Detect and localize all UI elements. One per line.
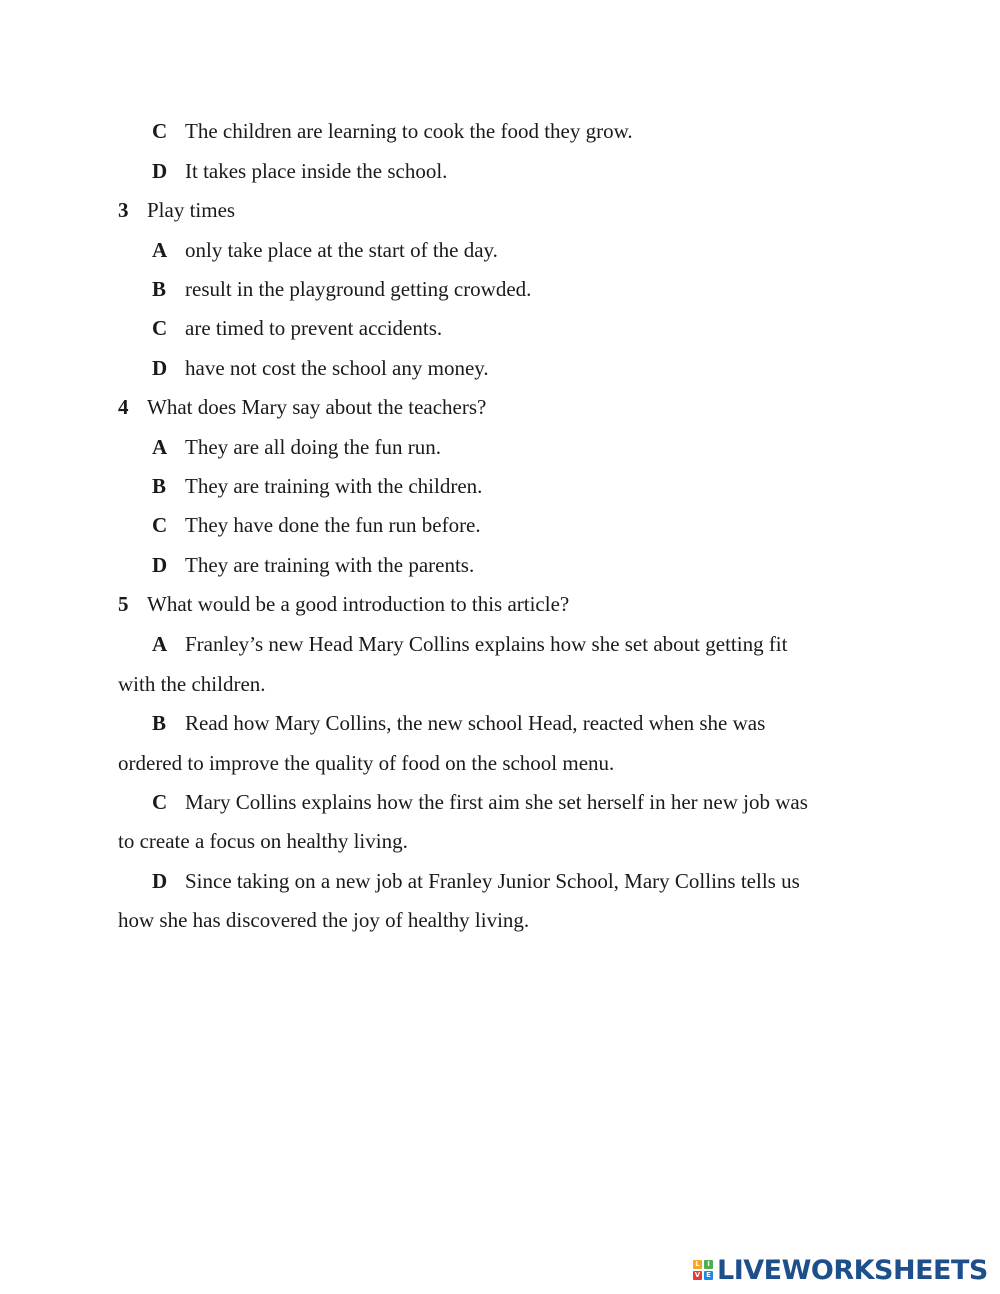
option-text: Since taking on a new job at Franley Junior School, Mary Collins tells us: [185, 869, 800, 893]
q5-option-a[interactable]: [152, 631, 787, 657]
option-letter: A: [152, 238, 168, 262]
liveworksheets-logo: [693, 1255, 988, 1285]
logo-mark-icon: [693, 1260, 713, 1280]
option-text: They are training with the children.: [185, 474, 483, 498]
question-number: 3: [118, 198, 129, 222]
option-letter: A: [152, 632, 168, 656]
q5-option-c-continuation: [118, 828, 408, 854]
option-text: They are all doing the fun run.: [185, 435, 441, 459]
q2-option-d[interactable]: [152, 158, 447, 184]
q5-option-b[interactable]: [152, 710, 765, 736]
question-5: [118, 591, 569, 617]
option-letter: D: [152, 356, 168, 380]
question-text: Play times: [147, 198, 236, 222]
option-text-continued: ordered to improve the quality of food on the school menu.: [118, 751, 615, 775]
question-number: 4: [118, 395, 129, 419]
option-text: result in the playground getting crowded.: [185, 277, 532, 301]
option-text: They are training with the parents.: [185, 553, 475, 577]
option-letter: D: [152, 553, 168, 577]
question-3: [118, 197, 235, 223]
q3-option-c[interactable]: [152, 315, 442, 341]
q5-option-a-continuation: [118, 671, 266, 697]
option-letter: C: [152, 119, 168, 143]
option-letter: C: [152, 513, 168, 537]
logo-mark-tile: V: [694, 1271, 701, 1279]
option-text: The children are learning to cook the food they grow.: [185, 119, 633, 143]
option-text: have not cost the school any money.: [185, 356, 489, 380]
q5-option-d-continuation: [118, 907, 529, 933]
option-text: Franley’s new Head Mary Collins explains how she set about getting fit: [185, 632, 788, 656]
question-text: What would be a good introduction to this article?: [147, 592, 570, 616]
logo-text: LIVEWORKSHEETS: [717, 1254, 988, 1286]
logo-mark-tile: E: [704, 1271, 713, 1280]
q5-option-c[interactable]: [152, 789, 808, 815]
q4-option-a[interactable]: [152, 434, 441, 460]
option-letter: B: [152, 277, 167, 301]
q4-option-d[interactable]: [152, 552, 474, 578]
option-text: It takes place inside the school.: [185, 159, 448, 183]
option-text: are timed to prevent accidents.: [185, 316, 443, 340]
q5-option-b-continuation: [118, 750, 614, 776]
option-letter: B: [152, 474, 167, 498]
q5-option-d[interactable]: [152, 868, 800, 894]
option-text-continued: with the children.: [118, 672, 266, 696]
option-text: They have done the fun run before.: [185, 513, 481, 537]
q3-option-b[interactable]: [152, 276, 531, 302]
option-letter: B: [152, 711, 167, 735]
question-text: What does Mary say about the teachers?: [147, 395, 487, 419]
option-text: Mary Collins explains how the first aim she set herself in her new job was: [185, 790, 808, 814]
option-letter: D: [152, 869, 168, 893]
q4-option-b[interactable]: [152, 473, 482, 499]
q3-option-d[interactable]: [152, 355, 489, 381]
logo-mark-tile: I: [704, 1260, 713, 1269]
option-letter: C: [152, 790, 168, 814]
option-text-continued: how she has discovered the joy of healthy living.: [118, 908, 530, 932]
q2-option-c[interactable]: [152, 118, 633, 144]
q3-option-a[interactable]: [152, 237, 498, 263]
option-text: only take place at the start of the day.: [185, 238, 498, 262]
question-number: 5: [118, 592, 129, 616]
option-text-continued: to create a focus on healthy living.: [118, 829, 408, 853]
option-letter: C: [152, 316, 168, 340]
logo-mark-tile: L: [693, 1260, 702, 1269]
option-letter: A: [152, 435, 168, 459]
q4-option-c[interactable]: [152, 512, 481, 538]
question-4: [118, 394, 486, 420]
option-text: Read how Mary Collins, the new school Head, reacted when she was: [185, 711, 766, 735]
option-letter: D: [152, 159, 168, 183]
